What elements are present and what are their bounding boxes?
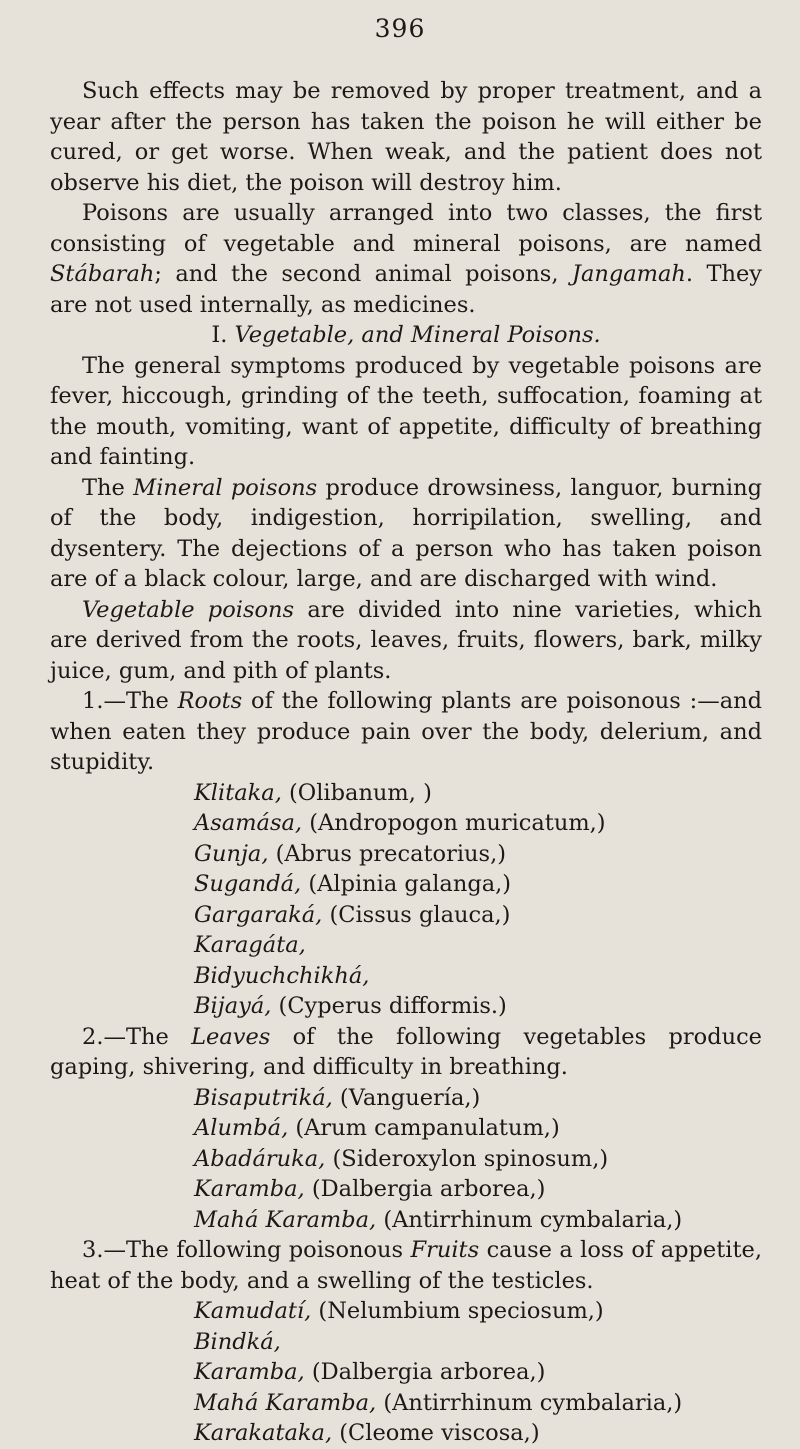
paragraph-vegetable-poisons: Vegetable poisons are divided into nine varieties, which are derived from the roots, leaves, fruits, flowers, bark, milky juice, gum, and pith of plants. <box>50 596 762 684</box>
list-item: Bijayá, (Cyperus difformis.) <box>194 993 507 1019</box>
paragraph-roots: 1.—The Roots of the following plants are poisonous :—and when eaten they produce pain over the body, delerium, and stupidity. <box>50 688 762 775</box>
section-heading: I. Vegetable, and Mineral Poisons. <box>211 322 601 348</box>
fruits-plant-list <box>50 1296 762 1449</box>
list-item: Gargaraká, (Cissus glauca,) <box>194 901 511 928</box>
list-item: Bidyuchchikhá, <box>194 962 370 989</box>
list-item: Alumbá, (Arum campanulatum,) <box>194 1115 560 1141</box>
list-item: Abadáruka, (Sideroxylon spinosum,) <box>194 1145 609 1172</box>
list-item: Gunja, (Abrus precatorius,) <box>194 840 507 867</box>
paragraph-mineral-poisons: The Mineral poisons produce drowsiness, languor, burning of the body, indigestion, horripilation, swelling, and dysentery. The dejections of a person who has taken poison are of a black colour, large, and are discharged with wind. <box>50 474 763 592</box>
term-stabarah: Stábarah <box>50 261 155 287</box>
paragraph-poison-classes: Poisons are usually arranged into two classes, the first consisting of vegetable and mineral poisons, are named Stábarah; and the second animal poisons, Jangamah. They are not used internally, as medicines. <box>50 200 762 318</box>
list-item: Mahá Karamba, (Antirrhinum cymbalaria,) <box>194 1206 683 1233</box>
list-item: Bindká, <box>194 1328 281 1355</box>
roots-plant-list <box>50 778 762 1022</box>
page-number: 396 <box>374 14 426 43</box>
paragraph-treatment: Such effects may be removed by proper treatment, and a year after the person has taken the poison he will either be cured, or get worse. When weak, and the patient does not observe his diet, the poison will destroy him. <box>50 78 762 196</box>
paragraph-fruits: 3.—The following poisonous Fruits cause a loss of appetite, heat of the body, and a swelling of the testicles. <box>50 1237 762 1294</box>
list-item: Karamba, (Dalbergia arborea,) <box>194 1176 546 1202</box>
list-item: Karagáta, <box>194 932 306 958</box>
paragraph-leaves: 2.—The Leaves of the following vegetables produce gaping, shivering, and difficulty in breathing. <box>50 1023 763 1080</box>
list-item: Kamudatí, (Nelumbium speciosum,) <box>194 1298 604 1324</box>
list-item: Bisaputriká, (Vanguería,) <box>194 1084 481 1111</box>
leaves-plant-list <box>50 1083 762 1236</box>
list-item: Mahá Karamba, (Antirrhinum cymbalaria,) <box>194 1389 683 1416</box>
list-item: Sugandá, (Alpinia galanga,) <box>194 871 512 897</box>
list-item: Asamása, (Andropogon muricatum,) <box>194 810 606 836</box>
list-item: Karakataka, (Cleome viscosa,) <box>194 1420 540 1446</box>
page-body <box>50 76 762 1449</box>
list-item: Karamba, (Dalbergia arborea,) <box>194 1359 546 1385</box>
list-item: Klitaka, (Olibanum, ) <box>194 779 432 806</box>
paragraph-general-symptoms: The general symptoms produced by vegetable poisons are fever, hiccough, grinding of the teeth, suffocation, foaming at the mouth, vomiting, want of appetite, difficulty of breathing and fainting. <box>50 352 762 470</box>
term-jangamah: Jangamah <box>571 261 686 287</box>
